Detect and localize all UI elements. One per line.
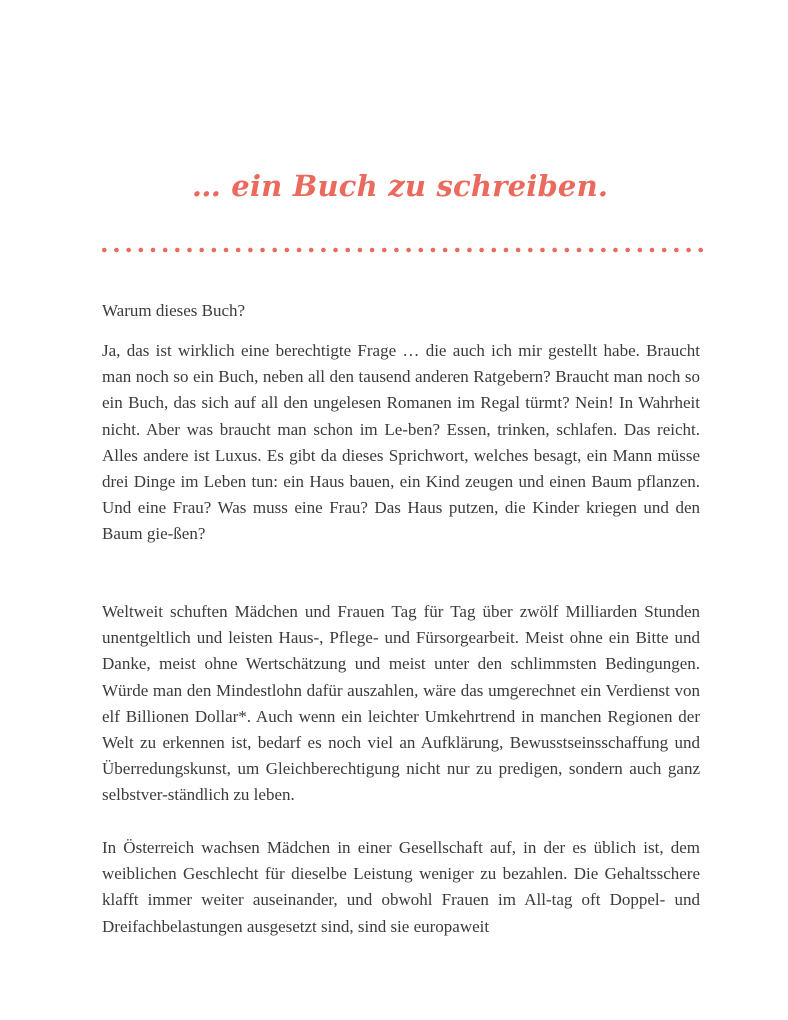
divider-dot (589, 248, 594, 253)
divider-dot (516, 248, 521, 253)
divider-dot (406, 248, 411, 253)
section-question (102, 298, 700, 324)
divider-dot (345, 248, 350, 253)
divider-dot (102, 248, 107, 253)
divider-dot (467, 248, 472, 253)
divider-dot (272, 248, 277, 253)
divider-dot (382, 248, 387, 253)
chapter-title: … ein Buch zu schreiben. (191, 169, 609, 203)
divider-dot (175, 248, 180, 253)
divider-dot (625, 248, 630, 253)
divider-dot (455, 248, 460, 253)
divider-dot (151, 248, 156, 253)
divider-dot (638, 248, 643, 253)
paragraph-3 (102, 835, 700, 940)
divider-dot (309, 248, 314, 253)
question-text: Warum dieses Buch? (102, 301, 246, 320)
divider-dot (565, 248, 570, 253)
divider-dot (650, 248, 655, 253)
divider-dot (333, 248, 338, 253)
divider-dot (418, 248, 423, 253)
divider-dot (479, 248, 484, 253)
divider-dot (163, 248, 168, 253)
divider-dot (114, 248, 119, 253)
divider-dot (674, 248, 679, 253)
divider-dot (358, 248, 363, 253)
divider-dot (577, 248, 582, 253)
divider-dot (370, 248, 375, 253)
paragraph-text: Ja, das ist wirklich eine berechtigte Frage … die auch ich mir gestellt habe. Braucht man noch so ein Buch, neben all den tausend anderen Ratgebern? Braucht man noch so ein Buch, das sich auf all den ungelesen Romanen im Regal türmt? Nein! In Wahrheit nicht. Aber was braucht man schon im Le-ben? Essen, trinken, schlafen. Das reicht. Alles andere ist Luxus. Es gibt da dieses Sprichwort, welches besagt, ein Mann müsse drei Dinge im Leben tun: ein Haus bauen, ein Kind zeugen und einen Baum pflanzen. Und eine Frau? Was muss eine Frau? Das Haus putzen, die Kinder kriegen und den Baum gie-ßen? (102, 341, 700, 544)
divider-dot (504, 248, 509, 253)
divider-dot (297, 248, 302, 253)
divider-dot (187, 248, 192, 253)
divider-dot (212, 248, 217, 253)
divider-dot (126, 248, 131, 253)
divider-dot (443, 248, 448, 253)
divider-dot (601, 248, 606, 253)
divider-dot (552, 248, 557, 253)
divider-dot (540, 248, 545, 253)
divider-dot (139, 248, 144, 253)
paragraph-text: Weltweit schuften Mädchen und Frauen Tag für Tag über zwölf Milliarden Stunden unentgeltlich und leisten Haus-, Pflege- und Fürsorgearbeit. Meist ohne ein Bitte und Danke, meist ohne Wertschätzung und meist unter den schlimmsten Bedingungen. Würde man den Mindestlohn dafür auszahlen, wäre das umgerechnet ein Verdienst von elf Billionen Dollar*. Auch wenn ein leichter Umkehrtrend in manchen Regionen der Welt zu erkennen ist, bedarf es noch viel an Aufklärung, Bewusstseinsschaffung und Überredungskunst, um Gleichberechtigung nicht nur zu predigen, sondern auch ganz selbstver-ständlich zu leben. (102, 602, 700, 805)
divider-dot (248, 248, 253, 253)
divider-dot (285, 248, 290, 253)
divider-dot (321, 248, 326, 253)
divider-dot (662, 248, 667, 253)
divider-dot (260, 248, 265, 253)
divider-dot (613, 248, 618, 253)
divider-dot (698, 248, 703, 253)
paragraph-1 (102, 338, 700, 548)
divider-dot (224, 248, 229, 253)
paragraph-2 (102, 599, 700, 809)
divider-dot (686, 248, 691, 253)
divider-dot (528, 248, 533, 253)
divider-dot (394, 248, 399, 253)
divider-dot (431, 248, 436, 253)
divider-dot (236, 248, 241, 253)
divider-dot (199, 248, 204, 253)
divider-dot (491, 248, 496, 253)
dotted-divider (102, 247, 703, 253)
paragraph-text: In Österreich wachsen Mädchen in einer Gesellschaft auf, in der es üblich ist, dem weiblichen Geschlecht für dieselbe Leistung weniger zu bezahlen. Die Gehaltsschere klafft immer weiter auseinander, und obwohl Frauen im All-tag oft Doppel- und Dreifachbelastungen ausgesetzt sind, sind sie europaweit (102, 838, 700, 936)
